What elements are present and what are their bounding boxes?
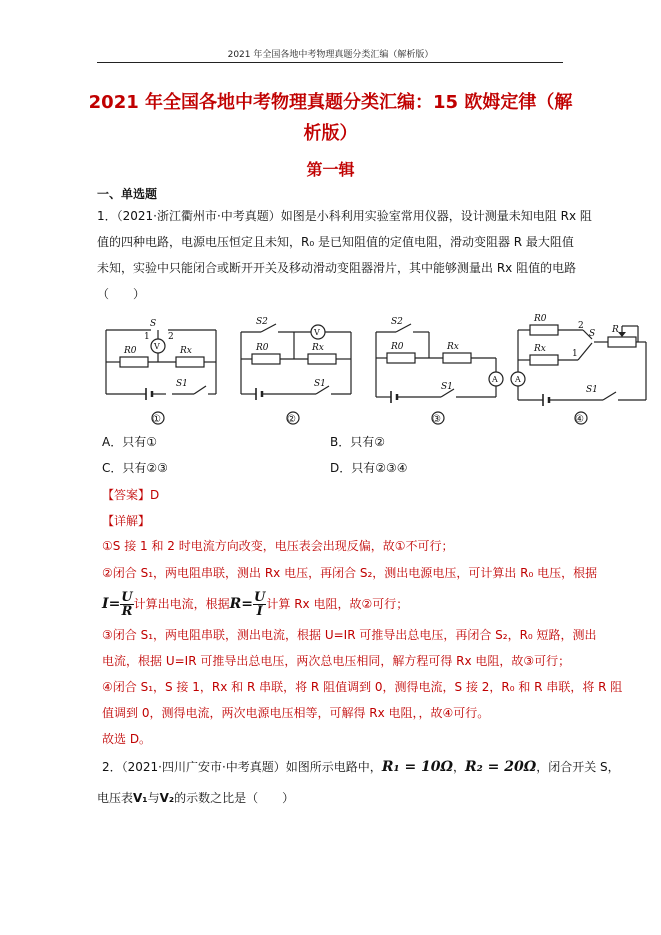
detail-line-4: ③闭合 S₁，两电阻串联，测出电流，根据 U=IR 可推导出总电压，再闭合 S₂，R₀ 短路，测出 xyxy=(102,628,597,642)
formula-fraction-2 xyxy=(253,591,266,618)
detail-line-6: ④闭合 S₁，S 接 1，Rx 和 R 串联，将 R 阻值调到 0，测得电流，S 接 2，R₀ 和 R 串联，将 R 阻 xyxy=(102,680,623,694)
circuit-diagrams xyxy=(96,312,656,430)
q1-line-3: 未知，实验中只能闭合或断开开关及移动滑动变阻器滑片，其中能够测量出 Rx 阻值的电路 xyxy=(97,261,577,275)
q1-line-4: （ ） xyxy=(97,287,146,301)
frac2-numerator: U xyxy=(254,590,266,605)
q2-line-1a: 2．（2021·四川广安市·中考真题）如图所示电路中， xyxy=(102,760,382,774)
c4-label-2: 2 xyxy=(578,321,584,331)
c4-ammeter-a: A xyxy=(515,375,521,384)
circuit-3 xyxy=(376,324,503,397)
q2-line-1b: ，闭合开关 S， xyxy=(536,760,620,774)
c4-label-s1: S1 xyxy=(586,385,598,395)
circuit-1 xyxy=(106,330,216,394)
c2-label-s1: S1 xyxy=(314,379,326,389)
q2-mid: 与 xyxy=(147,791,160,805)
q1-line-1: 1．（2021·浙江衢州市·中考真题）如图是小科利用实验室常用仪器，设计测量未知电阻 Rx 阻 xyxy=(97,209,592,223)
running-header: 2021 年全国各地中考物理真题分类汇编（解析版） xyxy=(227,50,434,60)
c4-label-s: S xyxy=(589,329,596,339)
formula-eq-1: = xyxy=(108,596,121,612)
q2-line-1 xyxy=(102,758,620,775)
c2-label-s2: S2 xyxy=(256,317,268,327)
detail-heading: 【详解】 xyxy=(102,514,151,528)
detail-line-3b: 计算 Rx 电阻，故②可行； xyxy=(266,597,409,611)
c1-voltmeter-v: V xyxy=(154,342,160,351)
battery-1 xyxy=(146,388,152,400)
c1-label-rx: Rx xyxy=(180,346,192,356)
battery-4 xyxy=(543,394,549,406)
q2-sep: ， xyxy=(453,760,466,774)
circuit-number-2: ② xyxy=(287,414,296,425)
document-subtitle: 第一辑 xyxy=(306,160,355,179)
c2-label-rx: Rx xyxy=(312,343,324,353)
circuit-number-4: ④ xyxy=(575,414,584,425)
formula-fraction-1 xyxy=(120,591,133,618)
answer: 【答案】D xyxy=(102,488,160,502)
detail-line-1: ①S 接 1 和 2 时电流方向改变，电压表会出现反偏，故①不可行； xyxy=(102,539,454,553)
q2-line-2a: 电压表 xyxy=(97,791,134,805)
circuit-2 xyxy=(241,324,351,394)
c4-label-r: R xyxy=(612,325,619,335)
header-rule xyxy=(97,62,563,63)
formula-eq-2: = xyxy=(241,596,254,612)
q2-v1: V₁ xyxy=(133,791,148,805)
circuit-number-1: ① xyxy=(152,414,161,425)
option-b[interactable]: B．只有② xyxy=(330,435,385,449)
formula-i: I xyxy=(102,596,109,612)
option-d[interactable]: D．只有②③④ xyxy=(330,461,408,475)
section-title: 一、单选题 xyxy=(97,187,158,201)
frac1-numerator: U xyxy=(121,590,133,605)
c1-label-2: 2 xyxy=(168,332,174,342)
q1-line-2: 值的四种电路，电源电压恒定且未知，R₀ 是已知阻值的定值电阻，滑动变阻器 R 最大阻值 xyxy=(97,235,574,249)
c1-label-r0: R0 xyxy=(124,346,137,356)
c4-label-r0: R0 xyxy=(534,314,547,324)
c2-voltmeter-v: V xyxy=(314,328,320,337)
detail-line-8: 故选 D。 xyxy=(102,732,152,746)
frac1-denominator: R xyxy=(121,604,133,619)
document-title: 2021 年全国各地中考物理真题分类汇编：15 欧姆定律（解析版） xyxy=(88,92,573,144)
battery-3 xyxy=(391,391,397,403)
formula-r: R xyxy=(229,596,242,612)
c3-label-r0: R0 xyxy=(391,342,404,352)
detail-line-7: 值调到 0，测得电流，两次电源电压相等，可解得 Rx 电阻，，故④可行。 xyxy=(102,706,490,720)
c1-label-s1: S1 xyxy=(176,379,188,389)
option-a[interactable]: A．只有① xyxy=(102,435,157,449)
q2-v2: V₂ xyxy=(159,791,175,805)
detail-line-5: 电流，根据 U=IR 可推导出总电压，两次总电压相同，解方程可得 Rx 电阻，故③可行； xyxy=(102,654,571,668)
c4-label-rx: Rx xyxy=(534,344,546,354)
c3-label-s2: S2 xyxy=(391,317,403,327)
c3-label-rx: Rx xyxy=(447,342,459,352)
detail-line-2: ②闭合 S₁，两电阻串联，测出 Rx 电压，再闭合 S₂，测出电源电压，可计算出 R₀ 电压，根据 xyxy=(102,566,598,580)
q2-r2: R₂ = 20Ω xyxy=(465,759,537,775)
detail-line-3 xyxy=(102,587,408,621)
q2-line-2 xyxy=(97,789,294,806)
battery-2 xyxy=(256,388,262,400)
detail-line-3a: 计算出电流，根据 xyxy=(133,597,230,611)
c3-label-s1: S1 xyxy=(441,382,453,392)
c1-label-s: S xyxy=(150,319,157,329)
option-c[interactable]: C．只有②③ xyxy=(102,461,168,475)
frac2-denominator: I xyxy=(256,604,263,619)
q2-r1: R₁ = 10Ω xyxy=(381,759,454,775)
c3-ammeter-a: A xyxy=(492,375,498,384)
circuit-number-3: ③ xyxy=(432,414,441,425)
c1-label-1: 1 xyxy=(144,332,150,342)
c2-label-r0: R0 xyxy=(256,343,269,353)
q2-line-2b: 的示数之比是（ ） xyxy=(174,791,295,805)
c4-label-1: 1 xyxy=(572,349,578,359)
circuit-4 xyxy=(511,325,646,400)
